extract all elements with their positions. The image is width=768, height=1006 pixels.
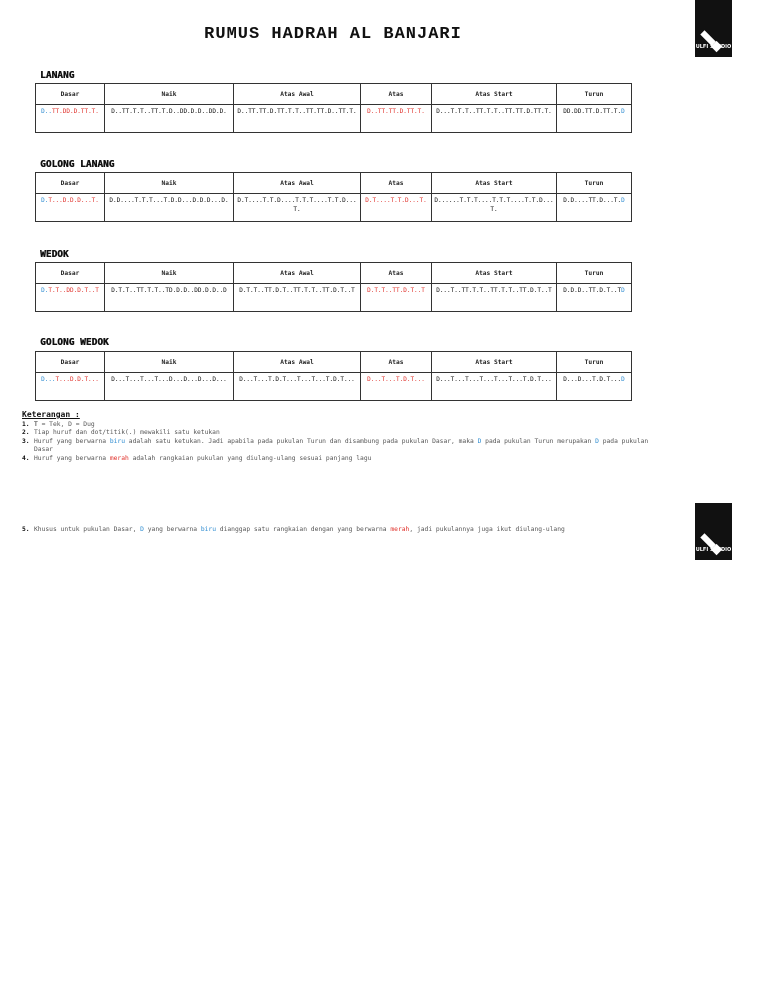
- column-header: Turun: [557, 263, 632, 284]
- svg-text:ULFI STUDIO: ULFI STUDIO: [695, 547, 732, 553]
- rhythm-table: [35, 83, 632, 133]
- column-header: Atas: [361, 263, 432, 284]
- pattern-cell: D...T...D.D.T...: [36, 373, 105, 401]
- pattern-cell: D..TT.TT.D.TT.T.T..TT.TT.D..TT.T.: [234, 105, 361, 133]
- page-title: RUMUS HADRAH AL BANJARI: [204, 25, 462, 44]
- pattern-cell: D..TT.T.T..TT.T.D..DD.D.D..DD.D.: [105, 105, 234, 133]
- pattern-cell: D...T...T...T...T...T...T.D.T...: [432, 373, 557, 401]
- table-row: [36, 373, 632, 401]
- column-header: Atas: [361, 352, 432, 373]
- table-row: [36, 284, 632, 312]
- pattern-cell: D...T...T.D.T...: [361, 373, 432, 401]
- column-header: Atas Awal: [234, 173, 361, 194]
- column-header: Dasar: [36, 173, 105, 194]
- note-text: T = Tek, D = Dug: [34, 420, 95, 428]
- note-text: Huruf yang berwarna biru adalah satu ketukan. Jadi apabila pada pukulan Turun dan disambung pada pukulan Dasar, maka D pada pukulan Turun merupakan D pada pukulan Dasar: [34, 437, 649, 454]
- pattern-cell: D.T.T..TT.D.T..T: [361, 284, 432, 312]
- note-item: [22, 438, 652, 455]
- column-header: Atas Start: [432, 173, 557, 194]
- column-header: Dasar: [36, 84, 105, 105]
- section-title: WEDOK: [40, 249, 69, 260]
- note-number: 3.: [22, 437, 30, 445]
- column-header: Atas Awal: [234, 263, 361, 284]
- note-number: 4.: [22, 454, 30, 462]
- note-number: 2.: [22, 429, 30, 437]
- column-header: Turun: [557, 352, 632, 373]
- table-row: [36, 194, 632, 222]
- column-header: Dasar: [36, 352, 105, 373]
- pattern-cell: D...D...T.D.T...D: [557, 373, 632, 401]
- column-header: Atas Awal: [234, 84, 361, 105]
- rhythm-table: [35, 172, 632, 222]
- rhythm-table: [35, 262, 632, 312]
- pattern-cell: D.T...D.D.D...T.: [36, 194, 105, 222]
- pattern-cell: D......T.T.T....T.T.T....T.T.D...T.: [432, 194, 557, 222]
- rhythm-table: [35, 351, 632, 401]
- column-header: Atas Start: [432, 263, 557, 284]
- note-number: 5.: [22, 526, 30, 533]
- column-header: Naik: [105, 352, 234, 373]
- pattern-cell: D.T....T.T.D....T.T.T....T.T.D...T.: [234, 194, 361, 222]
- pattern-cell: D...T...T...T...D...D...D...D...: [105, 373, 234, 401]
- notes-block: [22, 411, 652, 464]
- table-row: [36, 105, 632, 133]
- section-title: GOLONG LANANG: [40, 159, 115, 170]
- note-text: Tiap huruf dan dot/titik(.) mewakili satu ketukan: [34, 429, 220, 437]
- pattern-cell: D..TT.TT.D.TT.T.: [361, 105, 432, 133]
- column-header: Turun: [557, 173, 632, 194]
- note-text: Huruf yang berwarna merah adalah rangkaian pukulan yang diulang-ulang sesuai panjang lagu: [34, 454, 372, 462]
- column-header: Naik: [105, 263, 234, 284]
- note-text: Khusus untuk pukulan Dasar, D yang berwarna biru dianggap satu rangkaian dengan yang berwarna merah, jadi pukulannya juga ikut diulang-ulang: [34, 526, 565, 533]
- column-header: Turun: [557, 84, 632, 105]
- column-header: Atas Awal: [234, 352, 361, 373]
- pattern-cell: D...T.T.T..TT.T.T..TT.TT.D.TT.T.: [432, 105, 557, 133]
- note-number: 1.: [22, 420, 30, 428]
- column-header: Atas Start: [432, 84, 557, 105]
- column-header: Naik: [105, 173, 234, 194]
- pattern-cell: DD.DD.TT.D.TT.T.D: [557, 105, 632, 133]
- pattern-cell: D...T..TT.T.T..TT.T.T..TT.D.T..T: [432, 284, 557, 312]
- section-title: LANANG: [40, 70, 75, 81]
- pattern-cell: D.D....TT.D...T.D: [557, 194, 632, 222]
- column-header: Naik: [105, 84, 234, 105]
- note-item: [22, 455, 652, 464]
- note-5: [22, 526, 652, 535]
- column-header: Atas Start: [432, 352, 557, 373]
- ulfi-studio-logo-2: [695, 503, 732, 560]
- note-item: [22, 421, 652, 430]
- column-header: Atas: [361, 173, 432, 194]
- pattern-cell: D.D.D..TT.D.T..TD: [557, 284, 632, 312]
- notes-heading: Keterangan :: [22, 410, 80, 419]
- column-header: Atas: [361, 84, 432, 105]
- pattern-cell: D.D....T.T.T...T.D.D...D.D.D...D.: [105, 194, 234, 222]
- pattern-cell: D..TT.DD.D.TT.T.: [36, 105, 105, 133]
- column-header: Dasar: [36, 263, 105, 284]
- pattern-cell: D...T...T.D.T...T...T...T.D.T...: [234, 373, 361, 401]
- note-item: [22, 429, 652, 438]
- section-title: GOLONG WEDOK: [40, 337, 109, 348]
- svg-text:ULFI STUDIO: ULFI STUDIO: [695, 44, 732, 50]
- pattern-cell: D.T....T.T.D...T.: [361, 194, 432, 222]
- pattern-cell: D.T.T..DD.D.T..T: [36, 284, 105, 312]
- pattern-cell: D.T.T..TT.D.T..TT.T.T..TT.D.T..T: [234, 284, 361, 312]
- ulfi-studio-logo: [695, 0, 732, 57]
- pattern-cell: D.T.T..TT.T.T..TD.D.D..DD.D.D..D: [105, 284, 234, 312]
